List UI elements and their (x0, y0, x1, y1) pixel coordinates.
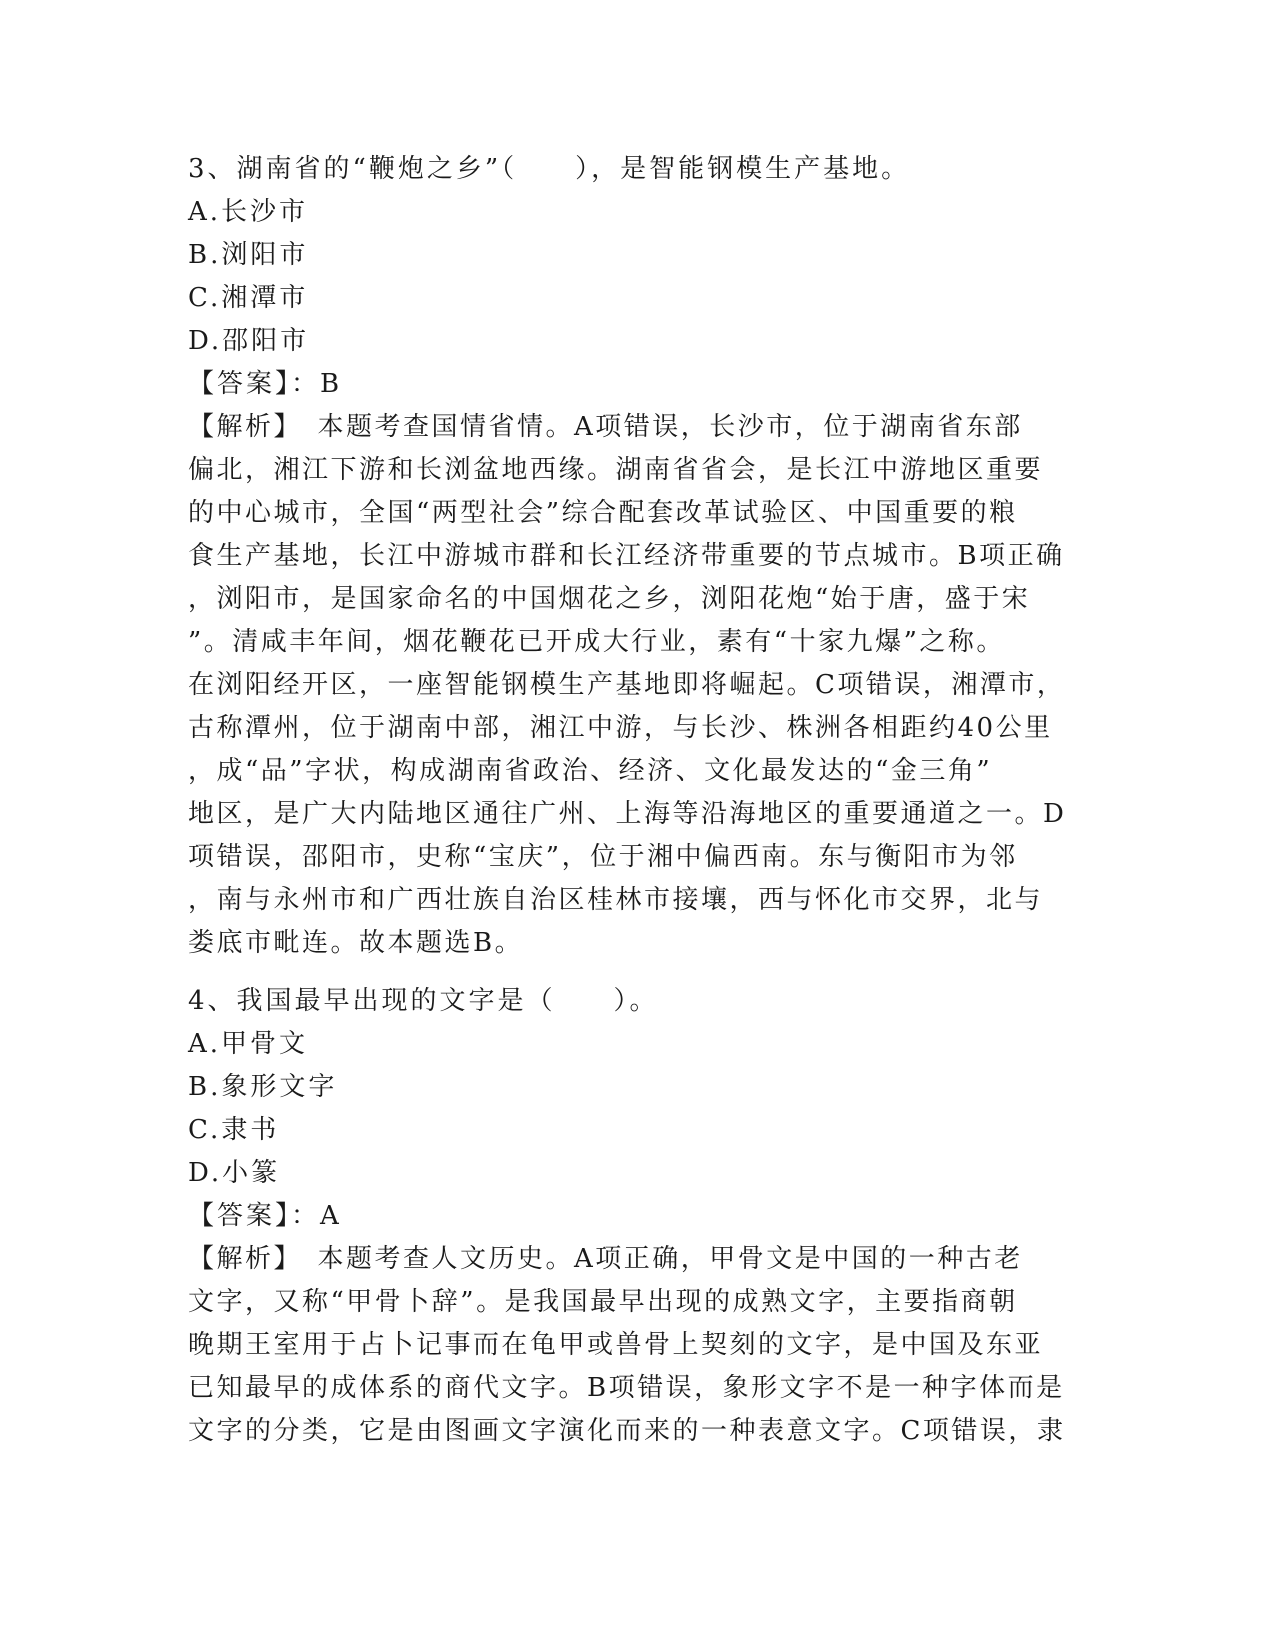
explanation-line: 【解析】 本题考查国情省情。A项错误，长沙市，位于湖南省东部 (188, 412, 1023, 442)
explanation-line: 食生产基地，长江中游城市群和长江经济带重要的节点城市。B项正确 (188, 541, 1065, 571)
explanation-line: 娄底市毗连。故本题选B。 (188, 928, 524, 958)
answer-line: 【答案】：B (188, 369, 343, 399)
explanation (188, 1238, 1088, 1453)
explanation-line: ”。清咸丰年间，烟花鞭花已开成大行业，素有“十家九爆”之称。 (188, 627, 1005, 657)
explanation-line: ，南与永州市和广西壮族自治区桂林市接壤，西与怀化市交界，北与 (188, 885, 1044, 915)
explanation-line: 文字，又称“甲骨卜辞”。是我国最早出现的成熟文字，主要指商朝 (188, 1287, 1018, 1317)
explanation-line: 偏北，湘江下游和长浏盆地西缘。湖南省省会，是长江中游地区重要 (188, 455, 1044, 485)
question-4 (188, 980, 1088, 1453)
question-3 (188, 148, 1088, 965)
explanation-line: 晚期王室用于占卜记事而在龟甲或兽骨上契刻的文字，是中国及东亚 (188, 1330, 1044, 1360)
question-stem: 4、我国最早出现的文字是（ ）。 (188, 986, 659, 1016)
option-d: D.邵阳市 (188, 326, 310, 356)
explanation-line: 地区，是广大内陆地区通往广州、上海等沿海地区的重要通道之一。D (188, 799, 1067, 829)
option-a: A.甲骨文 (188, 1029, 309, 1059)
explanation-line: 古称潭州，位于湖南中部，湘江中游，与长沙、株洲各相距约40公里 (188, 713, 1053, 743)
answer-line: 【答案】：A (188, 1201, 342, 1231)
option-b: B.浏阳市 (188, 240, 309, 270)
explanation-line: 文字的分类，它是由图画文字演化而来的一种表意文字。C项错误，隶 (188, 1416, 1066, 1446)
option-b: B.象形文字 (188, 1072, 338, 1102)
explanation-line: 在浏阳经开区，一座智能钢模生产基地即将崛起。C项错误，湘潭市， (188, 670, 1066, 700)
question-stem: 3、湖南省的“鞭炮之乡”（ ），是智能钢模生产基地。 (188, 154, 911, 184)
option-a: A.长沙市 (188, 197, 309, 227)
option-d: D.小篆 (188, 1158, 281, 1188)
explanation-line: 的中心城市，全国“两型社会”综合配套改革试验区、中国重要的粮 (188, 498, 1018, 528)
explanation-line: 已知最早的成体系的商代文字。B项错误，象形文字不是一种字体而是 (188, 1373, 1065, 1403)
question-spacer (188, 965, 1088, 980)
option-c: C.湘潭市 (188, 283, 309, 313)
document-page (188, 148, 1088, 1453)
explanation-line: ，浏阳市，是国家命名的中国烟花之乡，浏阳花炮“始于唐，盛于宋 (188, 584, 1031, 614)
option-c: C.隶书 (188, 1115, 280, 1145)
explanation-line: 项错误，邵阳市，史称“宝庆”，位于湘中偏西南。东与衡阳市为邻 (188, 842, 1018, 872)
explanation (188, 406, 1088, 965)
explanation-line: ，成“品”字状，构成湖南省政治、经济、文化最发达的“金三角” (188, 756, 993, 786)
explanation-line: 【解析】 本题考查人文历史。A项正确，甲骨文是中国的一种古老 (188, 1244, 1023, 1274)
